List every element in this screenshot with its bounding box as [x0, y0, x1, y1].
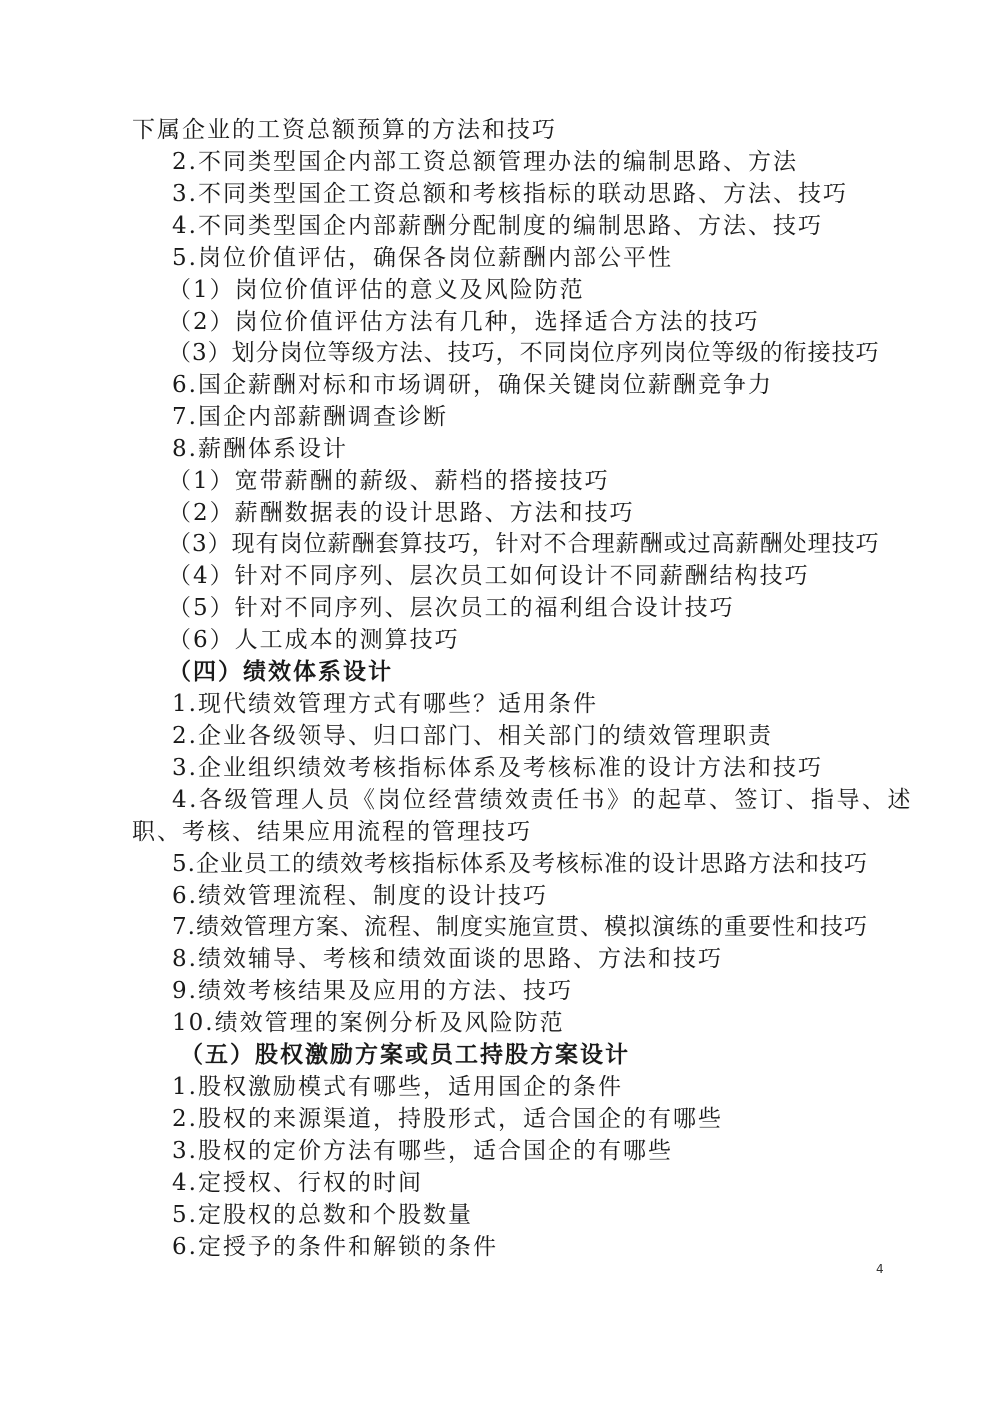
text-line: （3）划分岗位等级方法、技巧，不同岗位序列岗位等级的衔接技巧: [168, 340, 880, 366]
text-line: 2.股权的来源渠道，持股形式，适合国企的有哪些: [172, 1106, 723, 1132]
text-line: 6.定授予的条件和解锁的条件: [172, 1234, 498, 1260]
text-line: 4.各级管理人员《岗位经营绩效责任书》的起草、签订、指导、述: [172, 787, 913, 813]
text-line: （1）宽带薪酬的薪级、薪档的搭接技巧: [168, 468, 610, 494]
text-line: 2.不同类型国企内部工资总额管理办法的编制思路、方法: [172, 149, 798, 175]
text-line: 3.不同类型国企工资总额和考核指标的联动思路、方法、技巧: [172, 181, 848, 207]
text-line: 2.企业各级领导、归口部门、相关部门的绩效管理职责: [172, 723, 773, 749]
text-line: 1.现代绩效管理方式有哪些？适用条件: [172, 691, 598, 717]
text-line: 1.股权激励模式有哪些，适用国企的条件: [172, 1074, 623, 1100]
section-heading: （四）绩效体系设计: [168, 659, 393, 685]
text-line: 3.股权的定价方法有哪些，适合国企的有哪些: [172, 1138, 673, 1164]
text-line: 下属企业的工资总额预算的方法和技巧: [132, 117, 557, 143]
text-line: 10.绩效管理的案例分析及风险防范: [172, 1010, 565, 1036]
text-line: （2）薪酬数据表的设计思路、方法和技巧: [168, 500, 635, 526]
text-line: 职、考核、结果应用流程的管理技巧: [132, 819, 532, 845]
text-line: （6）人工成本的测算技巧: [168, 627, 460, 653]
text-line: 5.定股权的总数和个股数量: [172, 1202, 473, 1228]
text-line: 7.绩效管理方案、流程、制度实施宣贯、模拟演练的重要性和技巧: [172, 914, 868, 940]
text-line: 6.绩效管理流程、制度的设计技巧: [172, 883, 548, 909]
page-number: 4: [876, 1262, 884, 1276]
text-line: 8.薪酬体系设计: [172, 436, 348, 462]
text-line: （2）岗位价值评估方法有几种，选择适合方法的技巧: [168, 309, 760, 335]
text-line: （1）岗位价值评估的意义及风险防范: [168, 277, 585, 303]
text-line: （3）现有岗位薪酬套算技巧，针对不合理薪酬或过高薪酬处理技巧: [168, 531, 880, 557]
text-line: （5）针对不同序列、层次员工的福利组合设计技巧: [168, 595, 735, 621]
section-heading: （五）股权激励方案或员工持股方案设计: [180, 1042, 630, 1068]
text-line: 6.国企薪酬对标和市场调研，确保关键岗位薪酬竞争力: [172, 372, 773, 398]
text-line: （4）针对不同序列、层次员工如何设计不同薪酬结构技巧: [168, 563, 810, 589]
text-line: 8.绩效辅导、考核和绩效面谈的思路、方法和技巧: [172, 946, 723, 972]
text-line: 3.企业组织绩效考核指标体系及考核标准的设计方法和技巧: [172, 755, 823, 781]
text-line: 4.定授权、行权的时间: [172, 1170, 423, 1196]
text-line: 9.绩效考核结果及应用的方法、技巧: [172, 978, 573, 1004]
text-line: 5.岗位价值评估，确保各岗位薪酬内部公平性: [172, 245, 673, 271]
text-line: 7.国企内部薪酬调查诊断: [172, 404, 448, 430]
text-line: 4.不同类型国企内部薪酬分配制度的编制思路、方法、技巧: [172, 213, 823, 239]
text-line: 5.企业员工的绩效考核指标体系及考核标准的设计思路方法和技巧: [172, 851, 868, 877]
